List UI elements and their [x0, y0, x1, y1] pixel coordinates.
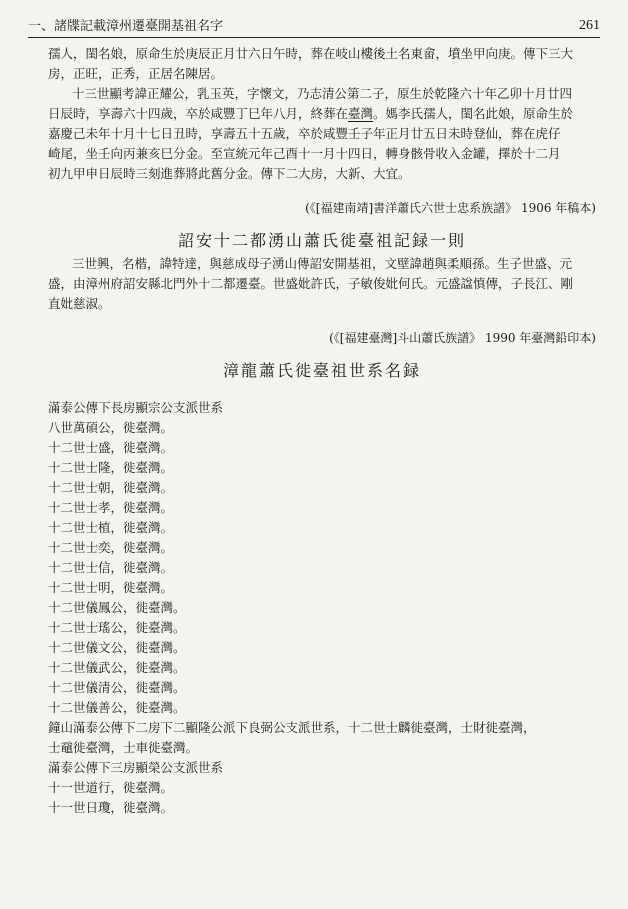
body-line: 三世興，名楷，諱特達，與慈成母子湧山傳詔安開基祖，文壁諱趙與柔順孫。生子世盛、元 [72, 256, 573, 271]
body-line: 房，正旺，正秀，正居名陳居。 [48, 66, 224, 81]
lineage-heading: 滿泰公傳下三房顯榮公支派世系 [48, 760, 224, 775]
list-item: 十二世士孝，徙臺灣。 [48, 500, 174, 515]
source-citation: (《[福建南靖]書洋蕭氏六世士忠系族譜》 1906 年稿本) [305, 201, 596, 215]
body-line: 盛，由漳州府詔安縣北門外十二都遷臺。世盛妣許氏，子敏俊妣何氏。元盛諡慎傳，子長江、剛 [48, 276, 574, 291]
page-body [48, 44, 596, 818]
body-line: 嘉慶己未年十月十七日丑時，享壽五十五歲，卒於咸豐壬子年正月廿五日未時登仙，葬在虎仔 [48, 126, 561, 141]
running-header [28, 10, 600, 34]
list-item: 十二世儀文公，徙臺灣。 [48, 640, 186, 655]
body-line: 士黿徙臺灣，士車徙臺灣。 [48, 740, 199, 755]
list-item: 八世萬碩公，徙臺灣。 [48, 420, 174, 435]
list-item: 十二世儀武公，徙臺灣。 [48, 660, 186, 675]
list-item: 十二世儀鳳公，徙臺灣。 [48, 600, 186, 615]
list-item: 十二世士盛，徙臺灣。 [48, 440, 174, 455]
body-text: 。媽李氏孺人，閨名此娘，原命生於 [373, 106, 574, 121]
list-item: 十二世士明，徙臺灣。 [48, 580, 174, 595]
lineage-heading: 滿泰公傳下長房顯宗公支派世系 [48, 400, 224, 415]
list-item: 十二世士植，徙臺灣。 [48, 520, 174, 535]
list-item: 十一世道行，徙臺灣。 [48, 780, 174, 795]
body-line: 十三世顯考諱正耀公，乳玉英，字懷文，乃志清公第二子，原生於乾隆六十年乙卯十月廿四 [72, 86, 573, 101]
list-item: 十二世儀善公，徙臺灣。 [48, 700, 186, 715]
list-item: 十二世士奕，徙臺灣。 [48, 540, 174, 555]
section-title: 詔安十二都湧山蕭氏徙臺祖記録一則 [177, 231, 466, 250]
body-line: 初九甲申日辰時三刻進葬將此舊分金。傳下二大房，大新、大宜。 [48, 166, 411, 181]
place-name-underlined: 臺灣 [348, 106, 374, 121]
list-item: 十二世士瑤公，徙臺灣。 [48, 620, 186, 635]
body-line: 鐘山滿泰公傳下二房下二顯隆公派下良弼公支派世系，十二世士麟徙臺灣，士財徙臺灣， [48, 720, 536, 735]
list-item: 十二世士信，徙臺灣。 [48, 560, 174, 575]
body-line: 直妣慈淑。 [48, 296, 111, 311]
body-line: 崎尾，坐壬向丙兼亥巳分金。至宣統元年己酉十一月十四日，轉身骸骨收入金罐，擇於十二月 [48, 146, 561, 161]
source-citation: (《[福建臺灣]斗山蕭氏族譜》 1990 年臺灣鉛印本) [329, 331, 596, 345]
list-item: 十一世日瓊，徙臺灣。 [48, 800, 174, 815]
header-rule [28, 37, 600, 38]
chapter-title: 一、諸牒記載漳州遷臺開基祖名字 [28, 19, 224, 34]
body-line [48, 104, 596, 124]
section-title: 漳龍蕭氏徙臺祖世系名録 [222, 361, 421, 380]
body-line: 孺人，閨名娘，原命生於庚辰正月廿六日午時，葬在岐山樓後土名東畲，墳坐甲向庚。傳下三大 [48, 46, 574, 61]
list-item: 十二世儀清公，徙臺灣。 [48, 680, 186, 695]
body-text: 日辰時，享壽六十四歲，卒於咸豐丁巳年八月，終葬在 [48, 106, 349, 121]
page-number: 261 [579, 18, 600, 33]
list-item: 十二世士朝，徙臺灣。 [48, 480, 174, 495]
list-item: 十二世士隆，徙臺灣。 [48, 460, 174, 475]
